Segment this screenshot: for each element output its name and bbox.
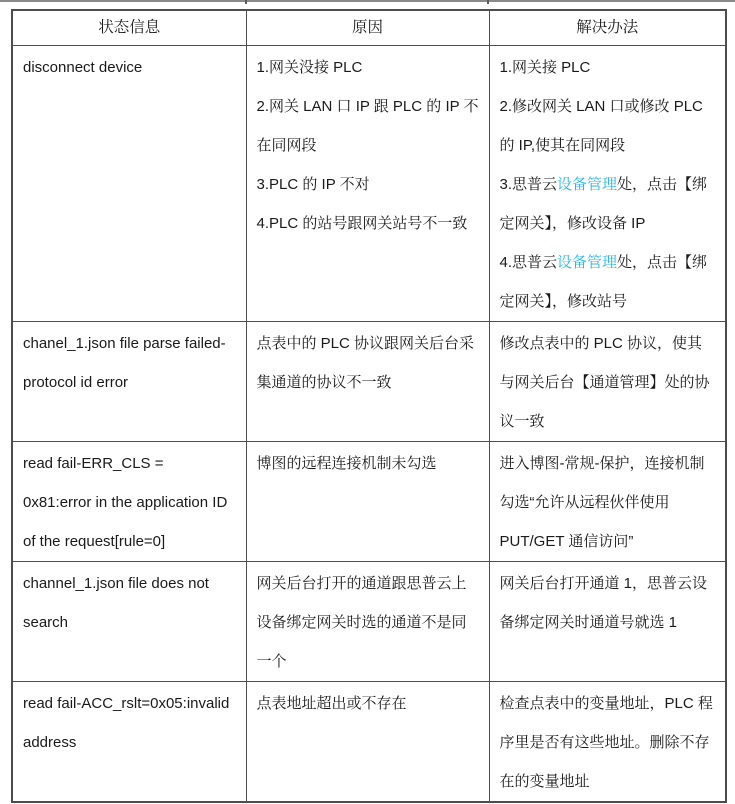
cell-paragraph xyxy=(500,87,716,165)
cell-paragraph xyxy=(257,564,479,681)
cell-paragraph xyxy=(23,324,236,402)
cell-paragraph xyxy=(23,48,236,87)
text-segment: 网关后台打开的通道跟思普云上设备绑定网关时选的通道不是同一个 xyxy=(256,575,467,670)
cell-status xyxy=(12,46,246,322)
cell-solution xyxy=(489,46,726,322)
cell-status xyxy=(12,322,246,442)
cell-paragraph xyxy=(257,165,479,204)
table-header xyxy=(12,10,726,46)
troubleshooting-table xyxy=(11,9,727,803)
text-segment: chanel_1.json file parse failed-protocol id error xyxy=(23,335,226,391)
remnant-column-divider xyxy=(487,0,489,4)
cell-paragraph xyxy=(257,87,479,165)
cropped-previous-row-remnant xyxy=(0,0,735,4)
cell-cause xyxy=(246,322,489,442)
text-segment: 修改点表中的 PLC 协议，使其与网关后台【通道管理】处的协议一致 xyxy=(499,335,710,430)
remnant-column-divider xyxy=(245,0,247,4)
text-segment: 处，点击【绑定网关】，修改设备 IP xyxy=(499,176,708,232)
cell-paragraph xyxy=(257,324,479,402)
text-segment: 2.修改网关 LAN 口或修改 PLC 的 IP,使其在同网段 xyxy=(499,98,703,154)
cell-cause xyxy=(246,682,489,803)
text-segment: 处，点击【绑定网关】，修改站号 xyxy=(499,254,708,310)
cell-paragraph xyxy=(500,324,716,441)
cell-paragraph xyxy=(23,444,236,561)
cell-paragraph xyxy=(257,204,479,243)
text-segment: 进入博图-常规-保护，连接机制勾选“允许从远程伙伴使用 PUT/GET 通信访问” xyxy=(499,455,705,550)
table-body xyxy=(12,46,726,803)
table-row xyxy=(12,442,726,562)
text-segment: 检查点表中的变量地址，PLC 程序里是否有这些地址。删除不存在的变量地址 xyxy=(499,695,713,790)
text-segment: 博图的远程连接机制未勾选 xyxy=(256,455,437,472)
text-segment: channel_1.json file does not search xyxy=(23,575,209,631)
text-segment: 点表地址超出或不存在 xyxy=(256,695,407,712)
cell-paragraph xyxy=(257,48,479,87)
cell-paragraph xyxy=(500,48,716,87)
cell-cause xyxy=(246,562,489,682)
cell-status xyxy=(12,682,246,803)
cell-paragraph xyxy=(23,684,236,762)
table-row xyxy=(12,682,726,803)
header-row xyxy=(12,10,726,46)
header-cause: 原因 xyxy=(246,10,489,46)
text-segment: 点表中的 PLC 协议跟网关后台采集通道的协议不一致 xyxy=(256,335,475,391)
cell-paragraph xyxy=(257,444,479,483)
device-management-highlight: 设备管理 xyxy=(557,176,618,193)
text-segment: 3.思普云 xyxy=(499,176,558,193)
cell-cause xyxy=(246,46,489,322)
text-segment: read fail-ERR_CLS = 0x81:error in the application ID of the request[rule=0] xyxy=(23,455,228,550)
header-solution: 解决办法 xyxy=(489,10,726,46)
table-row xyxy=(12,562,726,682)
cell-solution xyxy=(489,682,726,803)
text-segment: 网关后台打开通道 1，思普云设备绑定网关时通道号就选 1 xyxy=(499,575,708,631)
cell-paragraph xyxy=(500,444,716,561)
text-segment: 3.PLC 的 IP 不对 xyxy=(256,176,370,193)
cell-solution xyxy=(489,322,726,442)
cell-status xyxy=(12,442,246,562)
text-segment: 4.PLC 的站号跟网关站号不一致 xyxy=(256,215,468,232)
cell-cause xyxy=(246,442,489,562)
text-segment: disconnect device xyxy=(23,59,143,76)
cell-paragraph xyxy=(23,564,236,642)
cell-paragraph xyxy=(500,564,716,642)
text-segment: read fail-ACC_rslt=0x05:invalid address xyxy=(23,695,230,751)
text-segment: 2.网关 LAN 口 IP 跟 PLC 的 IP 不在同网段 xyxy=(256,98,479,154)
cell-paragraph xyxy=(257,684,479,723)
table-row xyxy=(12,46,726,322)
device-management-highlight: 设备管理 xyxy=(557,254,618,271)
cell-status xyxy=(12,562,246,682)
cell-paragraph xyxy=(500,165,716,243)
cell-solution xyxy=(489,442,726,562)
cell-solution xyxy=(489,562,726,682)
text-segment: 4.思普云 xyxy=(499,254,558,271)
table-row xyxy=(12,322,726,442)
header-status-info: 状态信息 xyxy=(12,10,246,46)
text-segment: 1.网关接 PLC xyxy=(499,59,591,76)
cell-paragraph xyxy=(500,243,716,321)
text-segment: 1.网关没接 PLC xyxy=(256,59,363,76)
remnant-horizontal-border xyxy=(0,0,735,2)
cell-paragraph xyxy=(500,684,716,801)
